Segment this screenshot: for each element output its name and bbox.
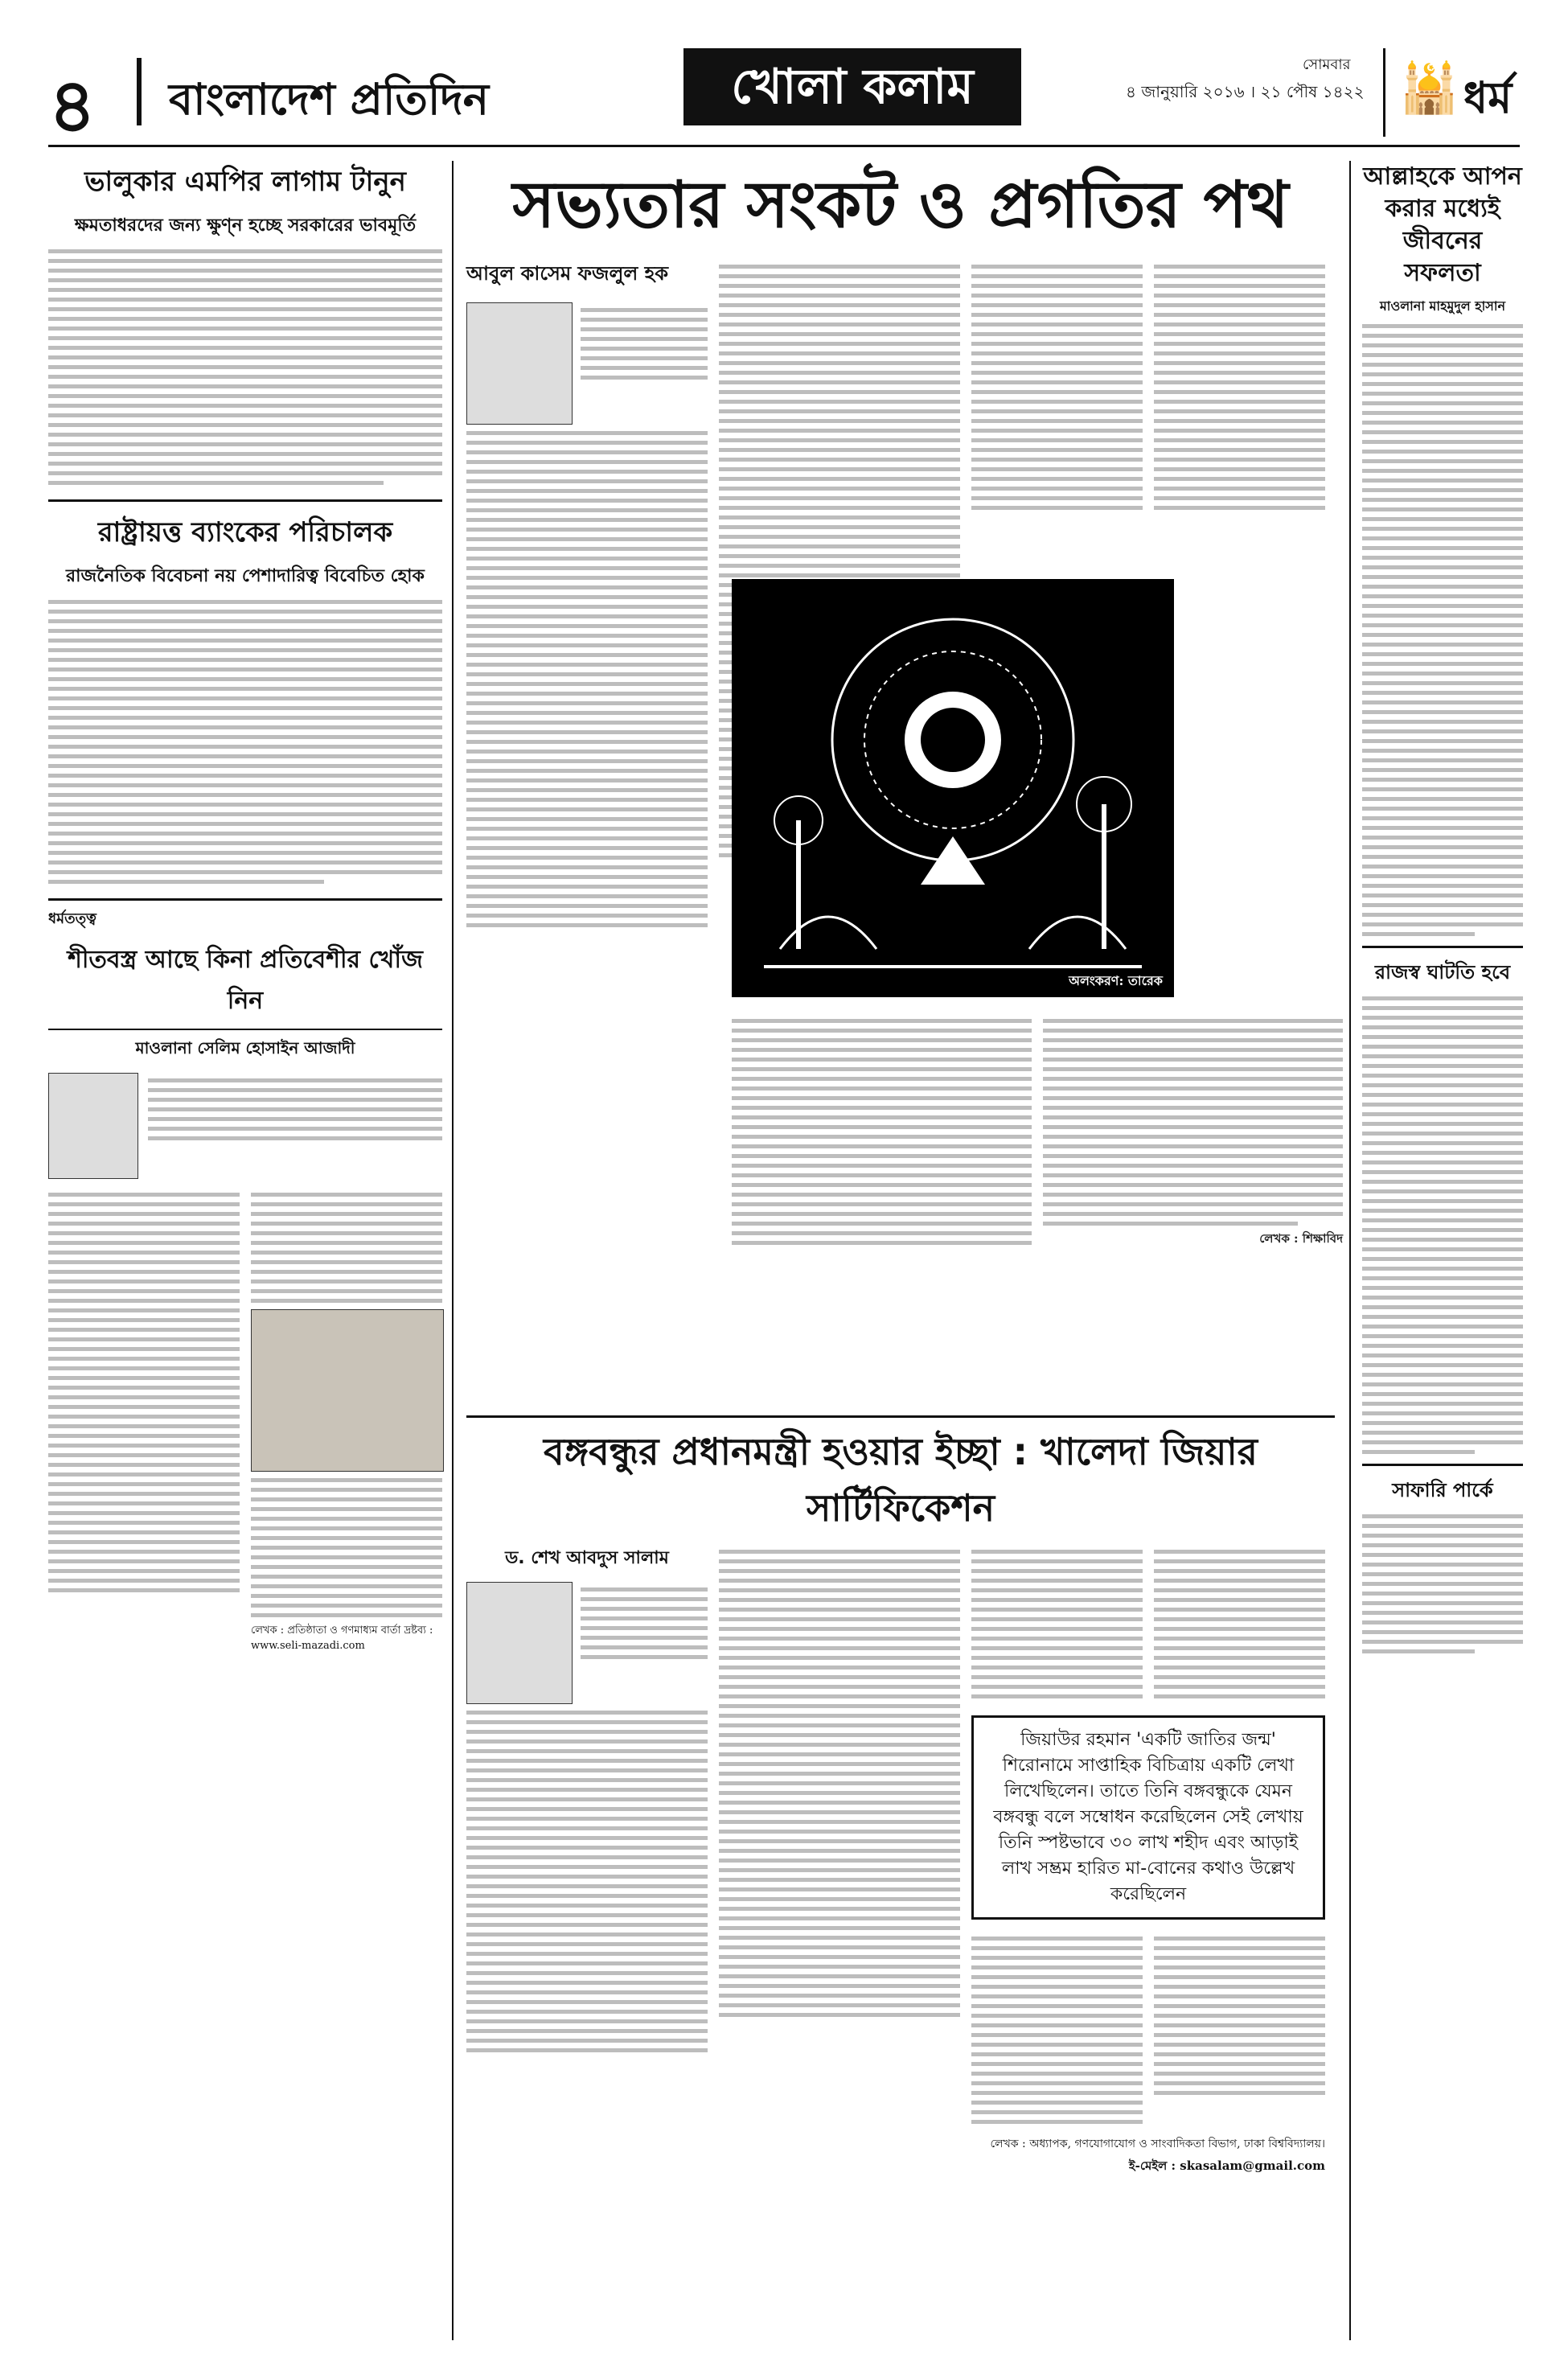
dharmatattva-label: ধর্মতত্ত্ব	[48, 910, 96, 927]
mosque-icon: 🕌	[1399, 60, 1459, 117]
article1-subtitle: ক্ষমতাধরদের জন্য ক্ষুণ্ন হচ্ছে সরকারের ভাবমূর্তি	[74, 216, 417, 236]
article2-body	[48, 600, 442, 884]
right-column	[1362, 161, 1523, 2340]
blanket-photo	[251, 1309, 444, 1472]
right-article2-title: রাজস্ব ঘাটতি হবে	[1374, 961, 1511, 984]
article3-footer: লেখক : প্রতিষ্ঠাতা ও গণমাধ্যম বার্তা দ্রষ্টব্য : www.seli-mazadi.com	[251, 1624, 433, 1652]
article-divider	[466, 1415, 1335, 1418]
second-email: ই-মেইল : skasalam@gmail.com	[1128, 2158, 1325, 2173]
author-photo	[48, 1073, 138, 1179]
second-author: ড. শেখ আবদুস সালাম	[505, 1548, 669, 1568]
second-article	[466, 1423, 1335, 2332]
column-divider-right	[1349, 161, 1351, 2340]
masthead-divider	[137, 58, 142, 125]
article3-body-col2	[251, 1187, 442, 1652]
article3-title: শীতবস্ত্র আছে কিনা প্রতিবেশীর খোঁজ নিন	[48, 940, 442, 1030]
second-author-note: লেখক : অধ্যাপক, গণযোগাযোগ ও সাংবাদিকতা বিভাগ, ঢাকা বিশ্ববিদ্যালয়।	[990, 2138, 1325, 2150]
main-headline: সভ্যতার সংকট ও প্রগতির পথ	[512, 167, 1289, 242]
second-callout: জিয়াউর রহমান 'একটি জাতির জন্ম' শিরোনামে সাপ্তাহিক বিচিত্রায় একটি লেখা লিখেছিলেন। তাতে তিনি বঙ্গবন্ধুকে যেমন বঙ্গবন্ধু বলে সম্বোধন করেছিলেন সেই লেখায় তিনি স্পষ্টভাবে ৩০ লাখ শহীদ এবং আড়াই লাখ সম্ভ্রম হারিত মা-বোনের কথাও উল্লেখ করেছিলেন	[971, 1715, 1325, 1920]
second-author-photo	[466, 1582, 573, 1704]
page-number: ৪	[48, 63, 96, 149]
weekday: সোমবার	[1303, 56, 1351, 73]
main-author-photo	[466, 302, 573, 425]
dharma-label: ধর্ম	[1463, 72, 1513, 123]
main-col1	[466, 259, 708, 933]
right-article1-author: মাওলানা মাহমুদুল হাসান	[1379, 298, 1506, 314]
figure-caption: অলংকরণ: তারেক	[1069, 973, 1163, 988]
article1-body	[48, 249, 442, 485]
article2-title: রাষ্ট্রায়ত্ত ব্যাংকের পরিচালক	[97, 516, 393, 548]
article1-title: ভালুকার এমপির লাগাম টানুন	[84, 166, 406, 198]
section-title: খোলা কলাম	[683, 48, 1021, 125]
date: ৪ জানুয়ারি ২০১৬ । ২১ পৌষ ১৪২২	[1126, 82, 1365, 101]
article3-intro	[148, 1073, 442, 1179]
second-col2	[719, 1544, 960, 2177]
main-article-lower	[732, 1013, 1343, 1383]
right-article3-body	[1362, 1514, 1523, 1653]
right-article1-title: আল্লাহকে আপন করার মধ্যেই জীবনের সফলতা	[1363, 162, 1522, 287]
second-col1	[466, 1544, 708, 2177]
article3-body-col1	[48, 1187, 240, 1652]
right-article3-title: সাফারি পার্কে	[1392, 1479, 1493, 1501]
main-author-note: লেখক : শিক্ষাবিদ	[1259, 1231, 1343, 1246]
article2-subtitle: রাজনৈতিক বিবেচনা নয় পেশাদারিত্ব বিবেচিত হোক	[66, 566, 425, 586]
second-headline: বঙ্গবন্ধুর প্রধানমন্ত্রী হওয়ার ইচ্ছা : খালেদা জিয়ার সার্টিফিকেশন	[544, 1430, 1258, 1530]
right-article2-body	[1362, 996, 1523, 1454]
second-col3	[971, 1544, 1325, 2177]
masthead	[48, 48, 1520, 147]
column-divider-left	[452, 161, 454, 2340]
paper-name: বাংলাদেশ প্রতিদিন	[169, 74, 489, 125]
left-column	[48, 161, 442, 2340]
main-author: আবুল কাসেম ফজলুল হক	[466, 262, 669, 285]
right-article1-body	[1362, 324, 1523, 936]
article3-author: মাওলানা সেলিম হোসাইন আজাদী	[135, 1038, 355, 1058]
main-illustration	[732, 579, 1174, 997]
illustration-svg	[732, 579, 1174, 997]
